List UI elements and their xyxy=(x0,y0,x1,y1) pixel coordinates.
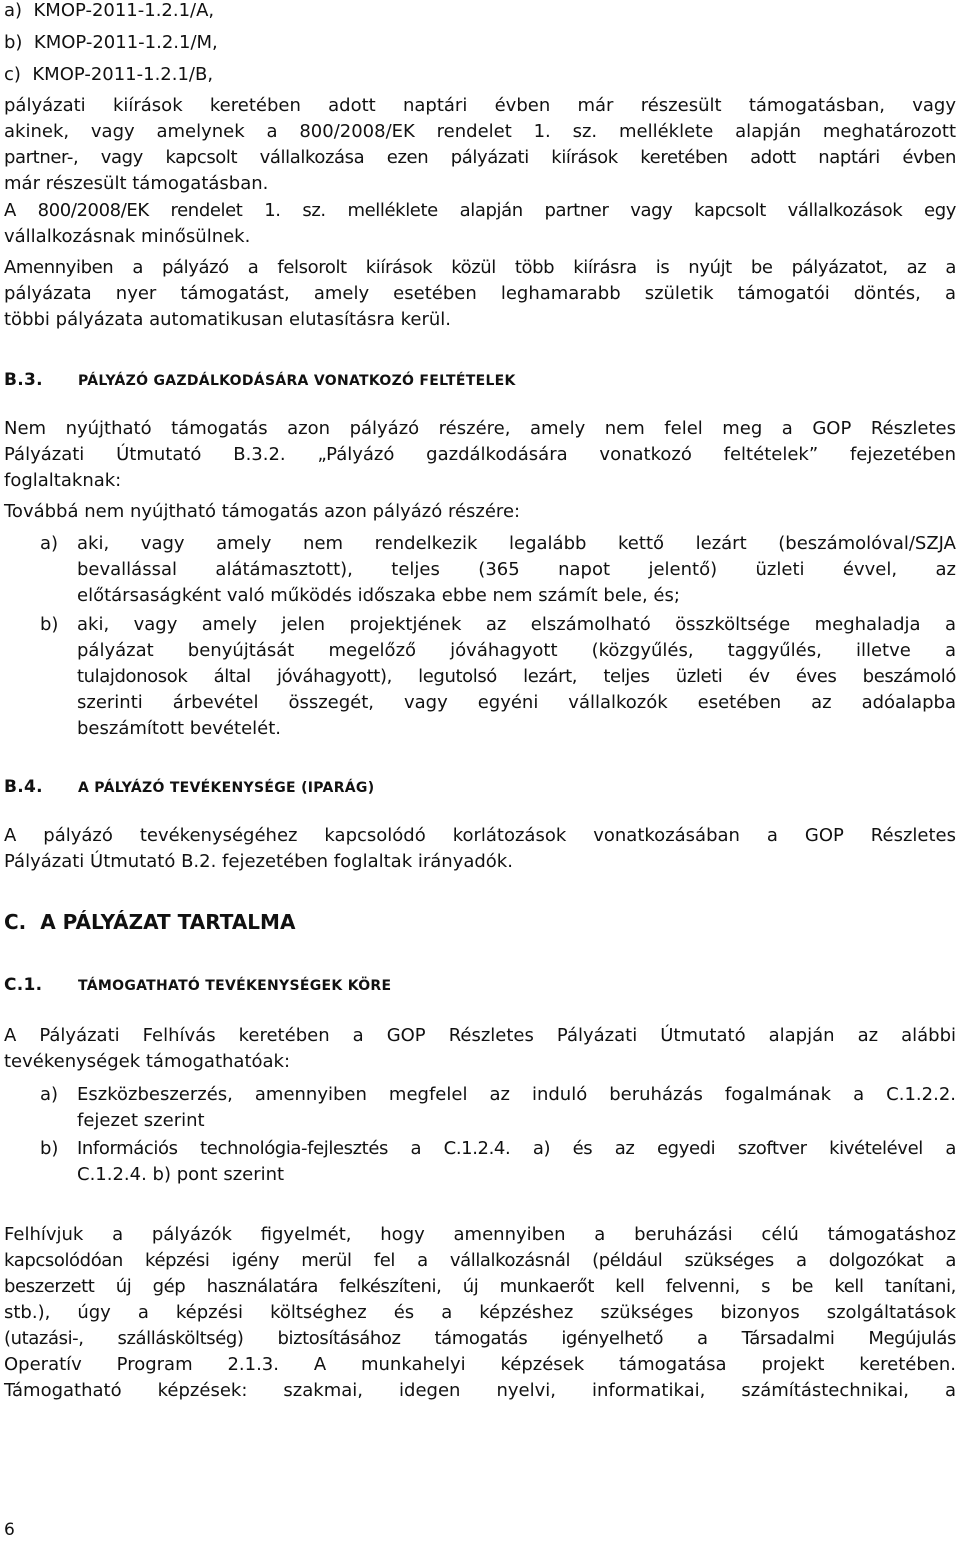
paragraph-line: többi pályázata automatikusan elutasításra kerül. xyxy=(4,309,451,330)
list-label: a) xyxy=(40,1084,59,1105)
paragraph-line: stb.), úgy a képzési költséghez és a képzéshez szükséges bizonyos szolgáltatások xyxy=(4,1302,956,1323)
chapter-title: C. A PÁLYÁZAT TARTALMA xyxy=(4,910,296,934)
paragraph-line: A 800/2008/EK rendelet 1. sz. melléklete alapján partner vagy kapcsolt vállalkozások egy xyxy=(4,200,956,221)
paragraph-line: Pályázati Útmutató B.3.2. „Pályázó gazdálkodására vonatkozó feltételek” fejezetében xyxy=(4,444,956,465)
list-item-line: aki, vagy amely nem rendelkezik legalább kettő lezárt (beszámolóval/SZJA xyxy=(77,533,956,554)
page-number: 6 xyxy=(4,1520,15,1540)
list-item: c) KMOP-2011-1.2.1/B, xyxy=(4,64,214,85)
paragraph-line: A Pályázati Felhívás keretében a GOP Részletes Pályázati Útmutató alapján az alábbi xyxy=(4,1025,956,1046)
list-item-line: fejezet szerint xyxy=(77,1110,205,1131)
paragraph-line: vállalkozásnak minősülnek. xyxy=(4,226,251,247)
section-number: B.3. xyxy=(4,370,43,390)
paragraph-line: Operatív Program 2.1.3. A munkahelyi képzések támogatása projekt keretében. xyxy=(4,1354,956,1375)
paragraph-line: Továbbá nem nyújtható támogatás azon pályázó részére: xyxy=(4,501,521,522)
section-title: PÁLYÁZÓ GAZDÁLKODÁSÁRA VONATKOZÓ FELTÉTELEK xyxy=(78,373,516,389)
list-item-line: Eszközbeszerzés, amennyiben megfelel az induló beruházás fogalmának a C.1.2.2. xyxy=(77,1084,956,1105)
list-item-line: szerinti árbevétel összegét, vagy egyéni vállalkozók esetében az adóalapba xyxy=(77,692,956,713)
paragraph-line: A pályázó tevékenységéhez kapcsolódó korlátozások vonatkozásában a GOP Részletes xyxy=(4,825,956,846)
list-item-line: aki, vagy amely jelen projektjének az elszámolható összköltsége meghaladja a xyxy=(77,614,956,635)
list-item-line: pályázat benyújtását megelőző jóváhagyott (közgyűlés, taggyűlés, illetve a xyxy=(77,640,956,661)
paragraph-line: akinek, vagy amelynek a 800/2008/EK rendelet 1. sz. melléklete alapján meghatározott xyxy=(4,121,956,142)
list-item: a) KMOP-2011-1.2.1/A, xyxy=(4,0,215,21)
paragraph-line: pályázati kiírások keretében adott naptári évben már részesült támogatásban, vagy xyxy=(4,95,956,116)
list-label: b) xyxy=(40,1138,59,1159)
list-item-line: tulajdonosok által jóváhagyott), legutolsó lezárt, teljes üzleti év éves beszámoló xyxy=(77,666,956,687)
list-item-line: Információs technológia-fejlesztés a C.1.2.4. a) és az egyedi szoftver kivételével a xyxy=(77,1138,956,1159)
paragraph-line: beszerzett új gép használatára felkészíteni, új munkaerőt kell felvenni, s be kell tanítani, xyxy=(4,1276,956,1297)
section-heading-c1 xyxy=(4,973,391,998)
section-title: TÁMOGATHATÓ TEVÉKENYSÉGEK KÖRE xyxy=(78,978,392,994)
paragraph-line: Támogatható képzések: szakmai, idegen nyelvi, informatikai, számítástechnikai, a xyxy=(4,1380,956,1401)
paragraph-line: Pályázati Útmutató B.2. fejezetében foglaltak irányadók. xyxy=(4,851,513,872)
paragraph-line: már részesült támogatásban. xyxy=(4,173,269,194)
list-label: a) xyxy=(40,533,59,554)
paragraph-line: partner-, vagy kapcsolt vállalkozása ezen pályázati kiírások keretében adott naptári évben xyxy=(4,147,956,168)
paragraph-line: Nem nyújtható támogatás azon pályázó részére, amely nem felel meg a GOP Részletes xyxy=(4,418,956,439)
list-label: b) xyxy=(40,614,59,635)
section-heading-b3 xyxy=(4,368,516,393)
section-title: A PÁLYÁZÓ TEVÉKENYSÉGE (IPARÁG) xyxy=(78,780,375,796)
section-heading-b4 xyxy=(4,775,374,800)
paragraph-line: tevékenységek támogathatóak: xyxy=(4,1051,291,1072)
list-item-line: C.1.2.4. b) pont szerint xyxy=(77,1164,285,1185)
section-number: C.1. xyxy=(4,975,43,995)
paragraph-line: Felhívjuk a pályázók figyelmét, hogy amennyiben a beruházási célú támogatáshoz xyxy=(4,1224,956,1245)
paragraph-line: Amennyiben a pályázó a felsorolt kiírások közül több kiírásra is nyújt be pályázatot, az a xyxy=(4,257,956,278)
paragraph-line: (utazási-, szállásköltség) biztosításához támogatás igényelhető a Társadalmi Megújulás xyxy=(4,1328,956,1349)
list-item-line: előtársaságként való működés időszaka ebbe nem számít bele, és; xyxy=(77,585,680,606)
paragraph-line: pályázata nyer támogatást, amely esetében leghamarabb születik támogatói döntés, a xyxy=(4,283,956,304)
paragraph-line: kapcsolódóan képzési igény merül fel a vállalkozásnál (például szükséges a dolgozókat a xyxy=(4,1250,956,1271)
paragraph-line: foglaltaknak: xyxy=(4,470,122,491)
list-item-line: beszámított bevételét. xyxy=(77,718,282,739)
list-item: b) KMOP-2011-1.2.1/M, xyxy=(4,32,218,53)
list-item-line: bevallással alátámasztott), teljes (365 napot jelentő) üzleti évvel, az xyxy=(77,559,956,580)
section-number: B.4. xyxy=(4,777,43,797)
